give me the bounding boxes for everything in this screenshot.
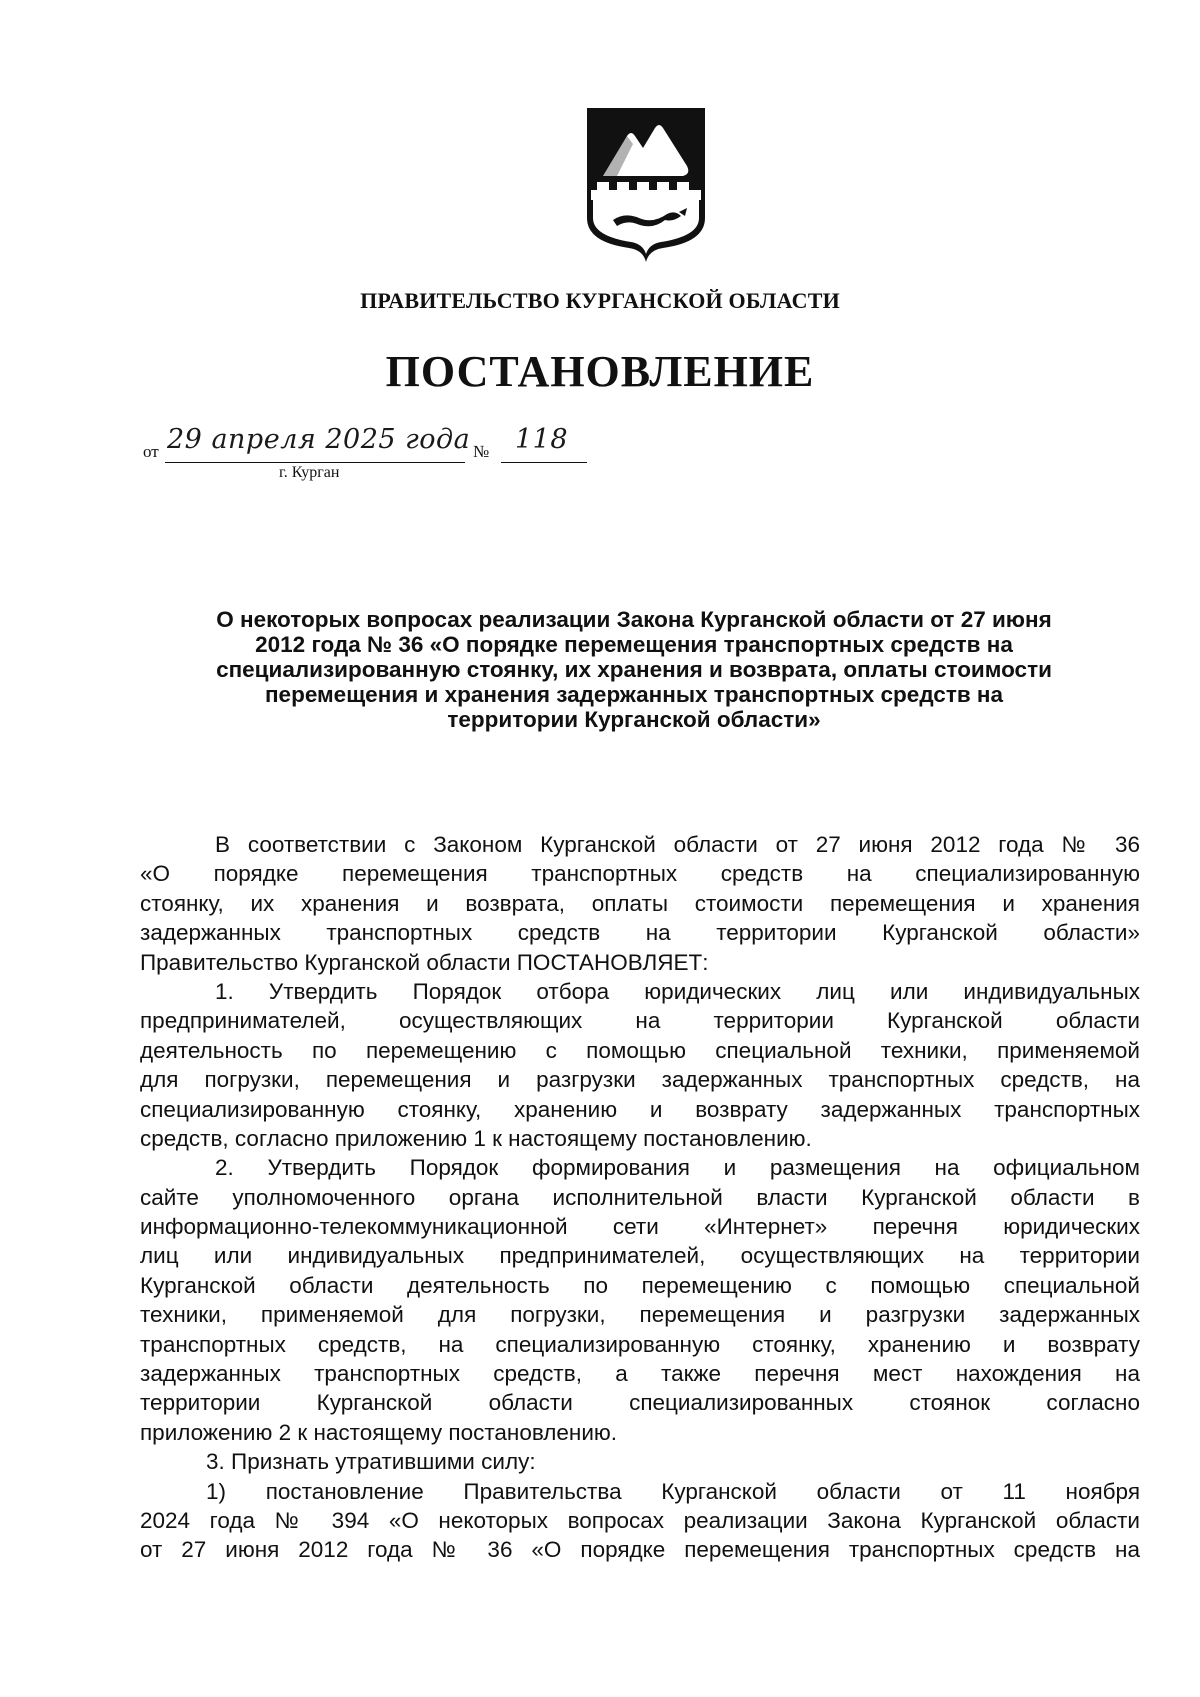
title-line: перемещения и хранения задержанных транспортных средств на bbox=[264, 682, 1004, 707]
document-title bbox=[140, 607, 1128, 732]
handwritten-date: 29 апреля 2025 года bbox=[167, 424, 471, 455]
body-line: 1. Утвердить Порядок отбора юридических лиц или индивидуальных bbox=[215, 978, 1140, 1004]
body-line: лиц или индивидуальных предпринимателей, осуществляющих на территории bbox=[140, 1243, 1140, 1269]
body-line: предпринимателей, осуществляющих на территории Курганской области bbox=[140, 1008, 1140, 1034]
document-body bbox=[140, 830, 1140, 1565]
number-label: № bbox=[473, 442, 490, 461]
organization-name: ПРАВИТЕЛЬСТВО КУРГАНСКОЙ ОБЛАСТИ bbox=[360, 288, 840, 313]
body-line: «О порядке перемещения транспортных средств на специализированную bbox=[140, 861, 1140, 887]
body-line: приложению 2 к настоящему постановлению. bbox=[140, 1419, 618, 1445]
title-line: О некоторых вопросах реализации Закона Курганской области от 27 июня bbox=[216, 607, 1052, 632]
body-line: территории Курганской области специализированных стоянок согласно bbox=[140, 1390, 1140, 1416]
city-label: г. Курган bbox=[279, 464, 340, 481]
title-line: специализированную стоянку, их хранения и возврата, оплаты стоимости bbox=[216, 657, 1052, 682]
body-line: Курганской области деятельность по перемещению с помощью специальной bbox=[140, 1272, 1140, 1298]
body-line: задержанных транспортных средств на территории Курганской области» bbox=[140, 920, 1140, 946]
body-line: средств, согласно приложению 1 к настоящему постановлению. bbox=[140, 1125, 812, 1151]
body-line: сайте уполномоченного органа исполнительной власти Курганской области в bbox=[140, 1184, 1140, 1210]
document-type: ПОСТАНОВЛЕНИЕ bbox=[385, 347, 815, 396]
coat-of-arms-emblem bbox=[583, 106, 709, 264]
handwritten-number: 118 bbox=[515, 424, 569, 455]
body-line: техники, применяемой для погрузки, перемещения и разгрузки задержанных bbox=[140, 1302, 1140, 1328]
title-line: территории Курганской области» bbox=[447, 707, 821, 732]
body-line: 1) постановление Правительства Курганской области от 11 ноября bbox=[206, 1478, 1140, 1504]
date-number-line bbox=[143, 426, 663, 486]
body-line: транспортных средств, на специализированную стоянку, хранению и возврату bbox=[140, 1331, 1140, 1357]
body-line: стоянку, их хранения и возврата, оплаты стоимости перемещения и хранения bbox=[140, 890, 1140, 916]
body-line: 3. Признать утратившими силу: bbox=[206, 1449, 536, 1475]
body-line: 2. Утвердить Порядок формирования и размещения на официальном bbox=[215, 1155, 1140, 1181]
body-line: информационно-телекоммуникационной сети «Интернет» перечня юридических bbox=[140, 1214, 1140, 1240]
body-line: от 27 июня 2012 года № 36 «О порядке перемещения транспортных средств на bbox=[140, 1537, 1140, 1563]
body-line: для погрузки, перемещения и разгрузки задержанных транспортных средств, на bbox=[140, 1067, 1140, 1093]
body-line: В соответствии с Законом Курганской области от 27 июня 2012 года № 36 bbox=[215, 832, 1140, 857]
title-line: 2012 года № 36 «О порядке перемещения транспортных средств на bbox=[255, 632, 1013, 657]
body-line: Правительство Курганской области ПОСТАНОВЛЯЕТ: bbox=[140, 949, 709, 975]
body-line: 2024 года № 394 «О некоторых вопросах реализации Закона Курганской области bbox=[140, 1507, 1140, 1533]
body-line: деятельность по перемещению с помощью специальной техники, применяемой bbox=[140, 1037, 1140, 1063]
date-from-label: от bbox=[143, 442, 159, 461]
body-line: специализированную стоянку, хранению и возврату задержанных транспортных bbox=[140, 1096, 1140, 1122]
body-line: задержанных транспортных средств, а также перечня мест нахождения на bbox=[140, 1361, 1140, 1387]
